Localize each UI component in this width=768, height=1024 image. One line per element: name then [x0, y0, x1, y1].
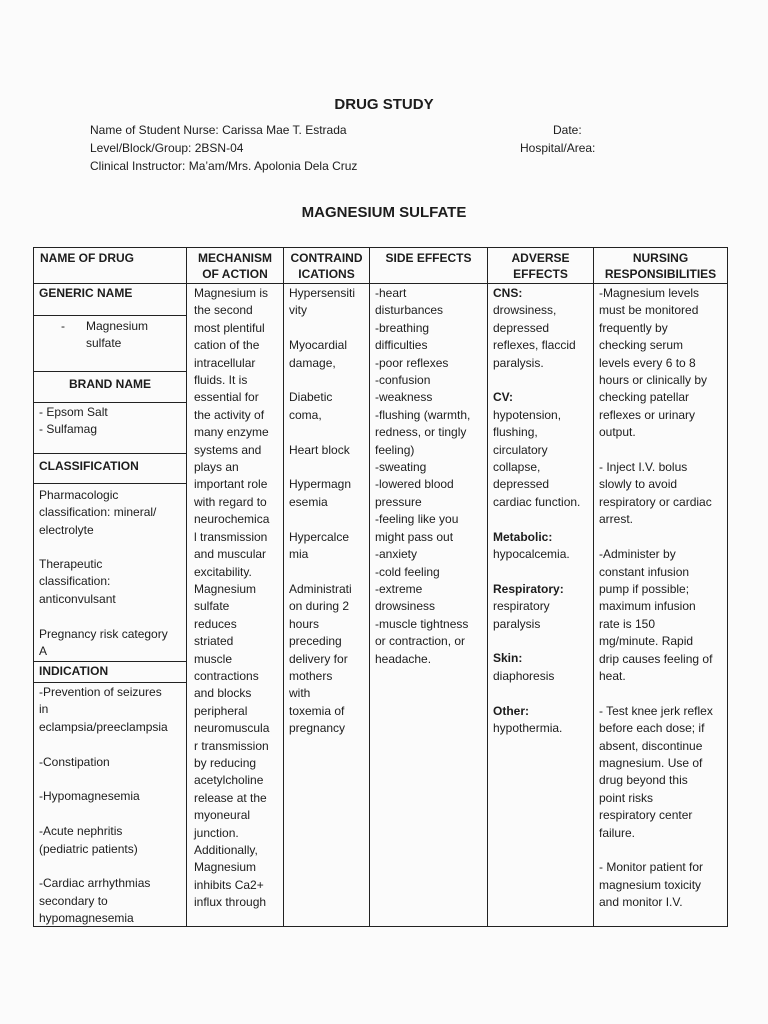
column-nursing-responsibilities: [594, 248, 727, 926]
adverse-text: hypocalcemia.: [493, 547, 570, 562]
student-nurse-line: Name of Student Nurse: Carissa Mae T. Estrada: [90, 123, 347, 137]
column-contraindications: [284, 248, 370, 926]
adverse-heading: Skin:: [493, 651, 523, 666]
adverse-text: hypothermia.: [493, 721, 563, 736]
adverse-heading: Other:: [493, 703, 529, 718]
adverse-effects-list: [488, 285, 593, 755]
adverse-section-respiratory: [493, 581, 590, 633]
classification-label: CLASSIFICATION: [34, 453, 186, 484]
adverse-section-cv: [493, 389, 590, 511]
generic-name-cell: [34, 315, 186, 372]
header-nursing-responsibilities: NURSING RESPONSIBILITIES: [594, 248, 727, 284]
generic-name-value: Magnesium sulfate: [86, 319, 149, 351]
instructor-line: Clinical Instructor: Ma’am/Mrs. Apolonia Dela Cruz: [90, 159, 358, 173]
indications-list: -Prevention of seizures in eclampsia/preeclampsia -Constipation -Hypomagnesemia -Acute nephritis (pediatric patients) -Cardiac arrhythmias secondary to hypomagnesemia: [39, 685, 168, 926]
column-adverse-effects: [488, 248, 594, 926]
date-hospital-info: [520, 121, 595, 157]
adverse-heading: Respiratory:: [493, 581, 564, 596]
date-field: Date:: [553, 123, 582, 137]
adverse-text: drowsiness, depressed reflexes, flaccid paralysis.: [493, 303, 576, 370]
adverse-section-skin: [493, 650, 590, 685]
header-mechanism: MECHANISM OF ACTION: [187, 248, 283, 284]
header-adverse-effects: ADVERSE EFFECTS: [488, 248, 593, 284]
document-title: DRUG STUDY: [334, 96, 434, 113]
adverse-text: diaphoresis: [493, 668, 555, 683]
indication-label: INDICATION: [34, 661, 186, 683]
pharmacologic-classification: Pharmacologic classification: mineral/ electrolyte: [39, 488, 157, 537]
brand-name-label: BRAND NAME: [34, 372, 186, 403]
hospital-field: Hospital/Area:: [520, 141, 596, 155]
pregnancy-risk-category: Pregnancy risk category A: [39, 627, 168, 659]
adverse-section-metabolic: [493, 529, 590, 564]
adverse-section-cns: [493, 285, 590, 372]
drug-title: MAGNESIUM SULFATE: [301, 204, 467, 221]
generic-name-label: GENERIC NAME: [39, 286, 133, 300]
side-effects-text: -heart disturbances -breathing difficulties -poor reflexes -confusion -weakness -flushing (warmth, redness, or tingly feeling) -sweating -lowered blood pressure -feeling like you might pass out -anxiety -cold feeling -extreme drowsiness -muscle tightness or contraction, or headache.: [375, 286, 471, 666]
header-contraindications: CONTRAIND ICATIONS: [284, 248, 369, 284]
adverse-text: respiratory paralysis: [493, 599, 550, 631]
adverse-heading: CV:: [493, 390, 514, 405]
mechanism-text: Magnesium is the second most plentiful cation of the intracellular fluids. It is essential for the activity of many enzyme systems and plays an important role with regard to neurochemica l transmission and muscular excitability. Magnesium sulfate reduces striated muscle contractions and blocks peripheral neuromuscula r transmission by reducing acetylcholine release at the myoneural junction. Additionally, Magnesium inhibits Ca2+ influx through: [194, 286, 270, 910]
column-mechanism: [187, 248, 284, 926]
header-side-effects: SIDE EFFECTS: [370, 248, 487, 284]
column-side-effects: [370, 248, 488, 926]
contraindications-text: Hypersensiti vity Myocardial damage, Diabetic coma, Heart block Hypermagn esemia Hypercalce mia Administrati on during 2 hours preceding delivery for mothers with toxemia of pregnancy: [289, 286, 356, 736]
brand-names: - Epsom Salt - Sulfamag: [39, 405, 108, 437]
adverse-heading: CNS:: [493, 286, 523, 300]
header-name-of-drug: NAME OF DRUG: [34, 248, 186, 284]
nursing-responsibilities-text: -Magnesium levels must be monitored frequently by checking serum levels every 6 to 8 hours or clinically by checking patellar reflexes or urinary output. - Inject I.V. bolus slowly to avoid respiratory or cardiac arrest. -Administer by constant infusion pump if possible; maximum infusion rate is 150 mg/minute. Rapid drip causes feeling of heat. - Test knee jerk reflex before each dose; if absent, discontinue magnesium. Use of drug beyond this point risks respiratory center failure. - Monitor patient for magnesium toxicity and monitor I.V.: [599, 286, 713, 910]
adverse-text: hypotension, flushing, circulatory collapse, depressed cardiac function.: [493, 407, 581, 509]
therapeutic-classification: Therapeutic classification: anticonvulsant: [39, 557, 116, 606]
drug-study-table: [33, 247, 728, 927]
level-line: Level/Block/Group: 2BSN-04: [90, 141, 244, 155]
generic-dash: -: [61, 319, 65, 333]
column-name-of-drug: [34, 248, 187, 926]
adverse-section-other: [493, 703, 590, 738]
student-info: [90, 121, 357, 175]
adverse-heading: Metabolic:: [493, 529, 553, 544]
